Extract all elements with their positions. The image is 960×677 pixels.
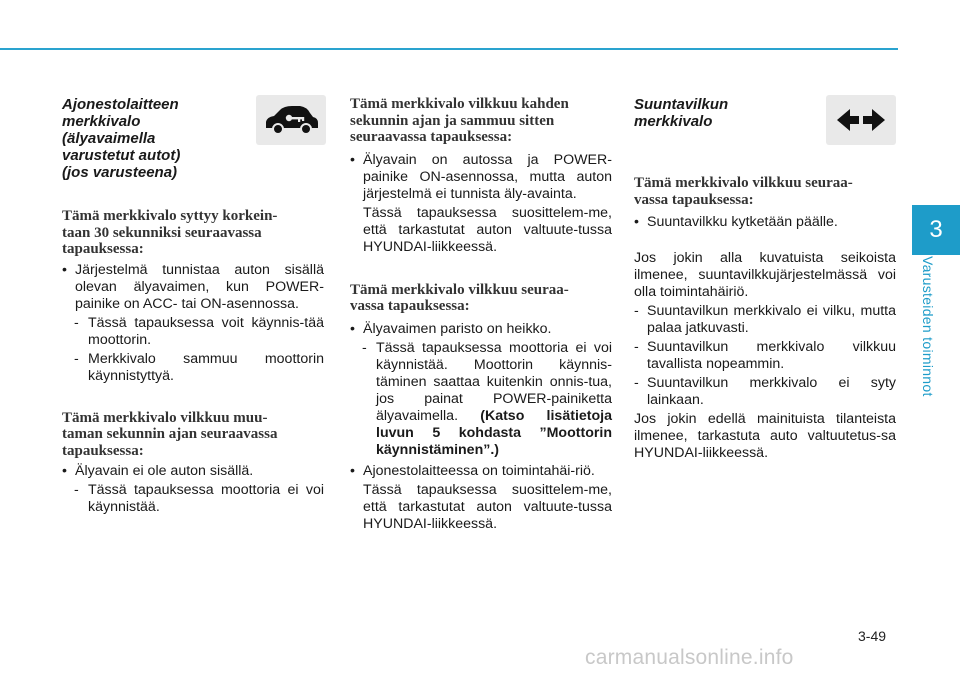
paragraph: Jos jokin edellä mainituista tilanteista ilmenee, tarkastuta auto valtuutetus-sa HYUNDAI-liikkeessä. xyxy=(634,411,896,461)
section-title: Tämä merkkivalo vilkkuu muu- taman sekunnin ajan seuraavassa tapauksessa: xyxy=(62,409,278,459)
list-item: • Älyavain on autossa ja POWER-painike ON-asennossa, mutta auton järjestelmä ei tunnista äly-avainta. xyxy=(350,151,612,202)
list-item: - Merkkivalo sammuu moottorin käynnistyttyä. xyxy=(74,350,324,384)
turn-signal-indicator xyxy=(826,95,896,145)
column-turn-signal xyxy=(634,96,896,462)
paragraph: Tässä tapauksessa suosittelem-me, että tarkastutat auton valtuute-tussa HYUNDAI-liikkeessä. xyxy=(363,481,612,532)
column-immobilizer xyxy=(62,96,324,516)
column-blinking xyxy=(350,96,612,533)
turn-signal-heading: Suuntavilkun merkkivalo xyxy=(634,96,729,130)
header-rule xyxy=(0,48,898,50)
section-title: Tämä merkkivalo vilkkuu seuraa- vassa tapauksessa: xyxy=(350,281,569,314)
page-number: 3-49 xyxy=(858,628,887,644)
list-item: • Ajonestolaitteessa on toimintahäi-riö. xyxy=(350,462,595,479)
immobilizer-heading: Ajonestolaitteen merkkivalo (älyavaimella varustetut autot) (jos varusteena) xyxy=(62,96,181,181)
list-item: - Tässä tapauksessa moottoria ei voi käynnistää. Moottorin käynnis-täminen saattaa kuitenkin onnis-tua, jos painat POWER-painiketta älyavaimella. (Katso lisätietoja luvun 5 kohdasta ”Moottorin käynnistäminen”.) xyxy=(362,339,612,458)
immobilizer-indicator xyxy=(256,95,326,145)
list-item: • Älyavaimen paristo on heikko. xyxy=(350,320,552,337)
paragraph: Jos jokin alla kuvatuista seikoista ilmenee, suuntavilkkujärjestelmässä voi olla toimintahäiriö. xyxy=(634,250,896,300)
watermark: carmanualsonline.info xyxy=(585,646,794,669)
list-item: - Suuntavilkun merkkivalo ei vilku, mutta palaa jatkuvasti. xyxy=(634,303,896,336)
list-item: • Älyavain ei ole auton sisällä. xyxy=(62,463,254,479)
car-key-icon xyxy=(256,95,326,145)
cross-reference: (Katso lisätietoja luvun 5 kohdasta ”Moottorin käynnistäminen”.) xyxy=(376,407,612,458)
section-title: Tämä merkkivalo vilkkuu kahden sekunnin ajan ja sammuu sitten seuraavassa tapauksessa: xyxy=(350,96,569,145)
chapter-number: 3 xyxy=(929,216,943,243)
list-item: - Tässä tapauksessa voit käynnis-tää moottorin. xyxy=(74,314,324,348)
turn-signal-arrows-icon xyxy=(826,95,896,145)
list-item: - Suuntavilkun merkkivalo vilkkuu tavallista nopeammin. xyxy=(634,339,896,372)
list-item: - Tässä tapauksessa moottoria ei voi käynnistää. xyxy=(74,482,324,515)
list-item: - Suuntavilkun merkkivalo ei syty lainkaan. xyxy=(634,375,896,408)
paragraph: Tässä tapauksessa suosittelem-me, että tarkastutat auton valtuute-tussa HYUNDAI-liikkeessä. xyxy=(363,204,612,255)
section-title: Tämä merkkivalo vilkkuu seuraa- vassa tapauksessa: xyxy=(634,175,853,208)
list-item: • Suuntavilkku kytketään päälle. xyxy=(634,214,838,230)
section-title: Tämä merkkivalo syttyy korkein- taan 30 sekunniksi seuraavassa tapauksessa: xyxy=(62,208,278,257)
chapter-tab xyxy=(912,205,960,255)
list-item: • Järjestelmä tunnistaa auton sisällä olevan älyavaimen, kun POWER-painike on ACC- tai ON-asennossa. xyxy=(62,261,324,312)
